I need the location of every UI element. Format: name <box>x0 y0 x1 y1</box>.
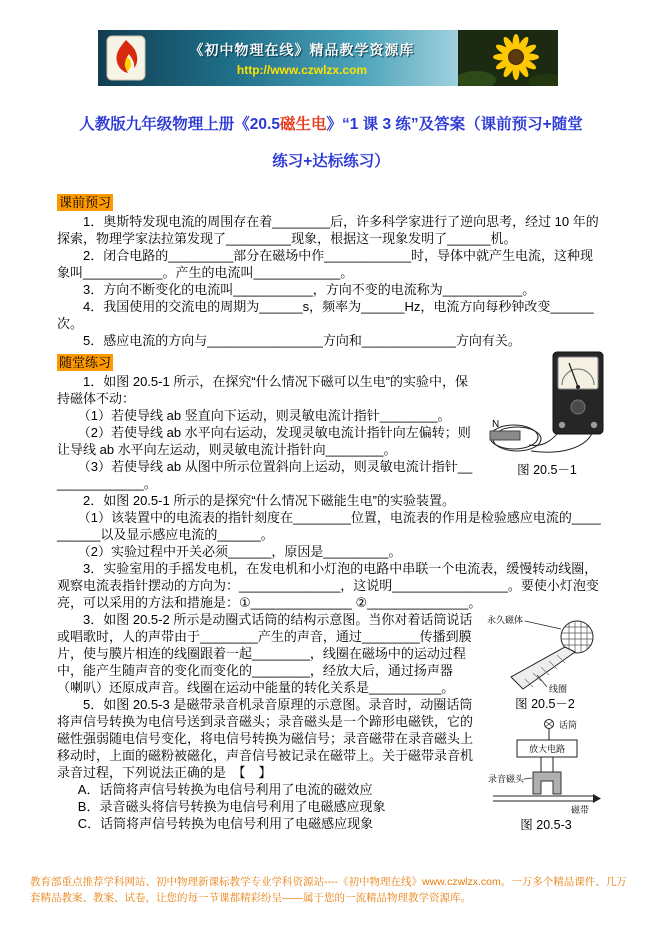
section-label-preview: 课前预习 <box>59 195 112 210</box>
site-logo-flame-icon <box>106 35 146 81</box>
preview-question-1: 1．奥斯特发现电流的周围存在着________后，许多科学家进行了逆向思考，经过 10 年的探索，物理学家法拉第发现了_________现象，根据这一现象发明了______机。 <box>57 214 599 246</box>
magnet-n-label: N <box>492 419 500 430</box>
classwork-q5-option-a: A．话筒将声信号转换为电信号利用了电流的磁效应 <box>77 782 373 797</box>
classwork-q2-stem: 2．如图 20.5-1 所示的是探究“什么情况下磁能生电”的实验装置。 <box>83 493 455 508</box>
classwork-q2-sub-1: （1）该装置中的电流表的指针刻度在________位置，电流表的作用是检验感应电流的__________以及显示感应电流的______。 <box>57 510 601 542</box>
classwork-q3: 3．实验室用的手摇发电机，在发电机和小灯泡的电路中串联一个电流表，缓慢转动线圈，观察电流表指针摆动的方向为：______________，这说明________________。要使小灯泡变亮，可以采用的方法和措施是：①______________ ②______________。 <box>57 561 599 610</box>
microphone-label: 话筒 <box>559 720 578 730</box>
record-head-label: 录音磁头 <box>488 774 525 784</box>
classwork-q5-option-c: C．话筒将声信号转换为电信号利用了电磁感应现象 <box>77 816 374 831</box>
microphone-illustration <box>485 613 605 695</box>
classwork-q1-sub-3: （3）若使导线 ab 从图中所示位置斜向上运动，则灵敏电流计指针______________。 <box>57 459 473 491</box>
classwork-q2-sub-2: （2）实验过程中开关必须______，原因是_________。 <box>77 544 402 559</box>
figure-caption: 图 20.5-3 <box>520 818 572 832</box>
site-banner <box>98 30 558 86</box>
classwork-q1-sub-1: （1）若使导线 ab 竖直向下运动，则灵敏电流计指针________。 <box>77 408 451 423</box>
tape-recorder-illustration <box>487 716 605 816</box>
preview-question-2: 2．闭合电路的_________部分在磁场中作____________时，导体中就产生电流，这种现象叫___________。产生的电流叫____________。 <box>57 248 594 280</box>
figure-20-5-2 <box>485 613 605 712</box>
sunflower-image <box>458 30 558 86</box>
document-title <box>57 106 605 180</box>
permanent-magnet-label: 永久磁体 <box>487 615 524 625</box>
title-part-1: 人教版九年级物理上册《20.5 <box>79 116 280 133</box>
title-highlight: 磁生电 <box>279 116 327 133</box>
classwork-q1-stem: 1．如图 20.5-1 所示，在探究“什么情况下磁可以生电”的实验中，保持磁体不动： <box>57 374 468 406</box>
banner-gradient <box>98 30 458 86</box>
coil-label: 线圈 <box>549 684 568 694</box>
footer-promo-text: 教育部重点推荐学科网站、初中物理新课标教学专业学科资源站----《初中物理在线》www.czwlzx.com。一万多个精品课件、几万套精品教案、教案、试卷，让您的每一节课都精彩纷呈——属于您的一流精品物理教学资源库。 <box>30 876 627 904</box>
title-part-2: 》“1 课 3 练”及答案（课前预习+随堂 <box>326 116 583 133</box>
figure-caption: 图 20.5－1 <box>517 463 577 477</box>
section-label-classwork: 随堂练习 <box>59 355 112 370</box>
worksheet-body <box>57 189 605 832</box>
title-part-3: 练习+达标练习） <box>272 153 390 170</box>
classwork-q1-sub-2: （2）若使导线 ab 水平向右运动，发现灵敏电流计指针向左偏转；则让导线 ab 水平向左运动，则灵敏电流计指针向________。 <box>57 425 471 457</box>
classwork-q4: 3．如图 20.5-2 所示是动圈式话筒的结构示意图。当你对着话筒说话或唱歌时，人的声带由于________产生的声音，通过________传播到膜片，使与膜片相连的线圈跟着一起________，线圈在磁场中的运动过程中，能产生随声音的变化而变化的________，经放大后，通过扬声器（喇叭）还原成声音。线圈在运动中能量的转化关系是__________。 <box>57 612 473 695</box>
classwork-q5-option-b: B．录音磁头将信号转换为电信号利用了电磁感应现象 <box>77 799 386 814</box>
preview-question-5: 5．感应电流的方向与________________方向和_____________方向有关。 <box>83 333 521 348</box>
tape-label: 磁带 <box>571 805 590 815</box>
figure-20-5-1 <box>489 351 605 478</box>
figure-caption: 图 20.5－2 <box>515 697 575 711</box>
galvanometer-illustration <box>489 351 605 461</box>
banner-text <box>154 40 450 77</box>
site-url: http://www.czwlzx.com <box>236 62 368 77</box>
classwork-q5-stem: 5．如图 20.5-3 是磁带录音机录音原理的示意图。录音时，动圈话筒将声信号转换为电信号送到录音磁头；录音磁头是一个蹄形电磁铁，它的磁性强弱随电信号变化，将电信号转换为磁信号；录音磁带在录音磁头上移动时，上面的磁粉被磁化，声音信号被记录在磁带上。关于磁带录音机录音过程，下列说法正确的是 【 】 <box>57 697 474 780</box>
site-title: 《初中物理在线》精品教学资源库 <box>189 41 415 58</box>
preview-question-3: 3．方向不断变化的电流叫___________，方向不变的电流称为___________。 <box>83 282 536 297</box>
preview-question-4: 4．我国使用的交流电的周期为______s，频率为______Hz，电流方向每秒钟改变______次。 <box>57 299 594 331</box>
amplifier-label: 放大电路 <box>529 744 566 754</box>
figure-20-5-3 <box>487 716 605 833</box>
